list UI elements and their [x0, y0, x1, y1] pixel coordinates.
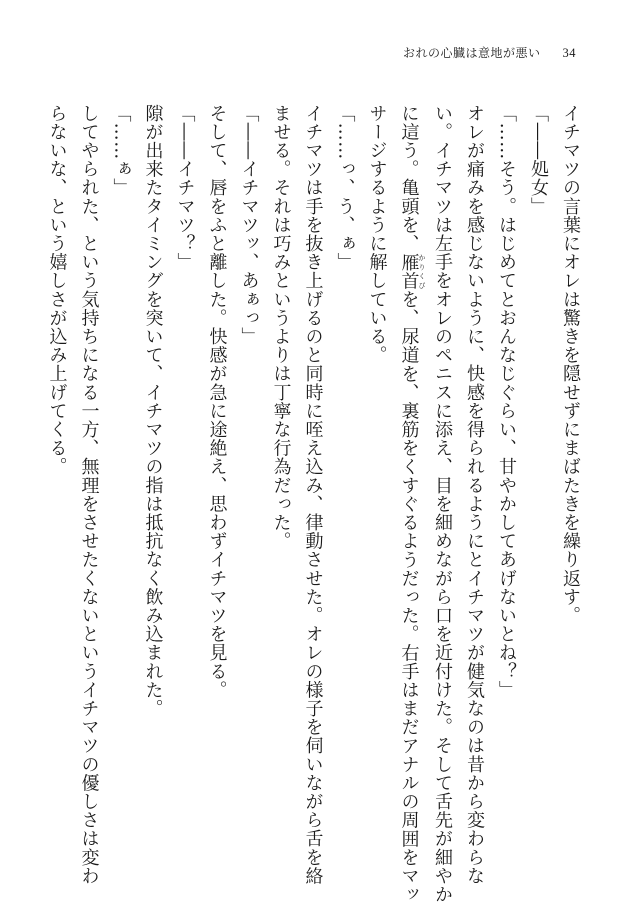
- text-line: 「――イチマツ？」: [174, 104, 196, 272]
- text-line: サージするように解している。: [366, 104, 388, 365]
- running-header: [403, 44, 576, 61]
- ruby-base: 雁首: [398, 252, 420, 291]
- ruby-annotation: [398, 252, 426, 291]
- vertical-body-text: [46, 104, 586, 904]
- text-line: 隙が出来たタイミングを突いて、イチマツの指は抵抗なく飲み込まれた。: [142, 104, 164, 718]
- text-line: そして、唇をふと離した。快感が急に途絶え、思わずイチマツを見る。: [206, 104, 228, 700]
- text-line: い。イチマツは左手をオレのペニスに添え、目を細めながら口を近付けた。そして舌先が細やか: [432, 104, 453, 904]
- text-line: 「――イチマツッ、あぁっ」: [238, 104, 260, 346]
- text-segment: に這う。亀頭を、: [398, 104, 420, 253]
- page-number: 34: [562, 46, 576, 60]
- text-line: ませる。それは巧みというよりは丁寧な行為だった。: [270, 104, 292, 551]
- text-line: イチマツは手を抜き上げるのと同時に咥え込み、律動させた。オレの様子を伺いながら舌を絡: [302, 104, 324, 886]
- text-line: してやられた、という気持ちになる一方、無理をさせたくないというイチマツの優しさは変わ: [78, 104, 100, 886]
- text-line: らないな、という嬉しさが込み上げてくる。: [46, 104, 68, 476]
- text-line: 「……ぁ」: [110, 104, 132, 197]
- text-segment: を、尿道を、裏筋をくすぐるようだった。右手はまだアナルの周囲をマッ: [398, 290, 420, 904]
- text-line: 「……っ、う、ぁ」: [334, 104, 356, 272]
- text-line: オレが痛みを感じないように、快感を得られるようにとイチマツが健気なのは昔から変わらな: [464, 104, 485, 886]
- text-line-with-ruby: [393, 104, 427, 904]
- ruby-reading: かりくび: [418, 252, 426, 290]
- text-line: 「――処女」: [528, 104, 549, 216]
- text-line: イチマツの言葉にオレは驚きを隠せずにまばたきを繰り返す。: [560, 104, 581, 625]
- running-header-title: おれの心臓は意地が悪い: [402, 46, 541, 60]
- text-line: 「……そう。はじめてとおんなじぐらい、甘やかしてあげないとね？」: [496, 104, 517, 700]
